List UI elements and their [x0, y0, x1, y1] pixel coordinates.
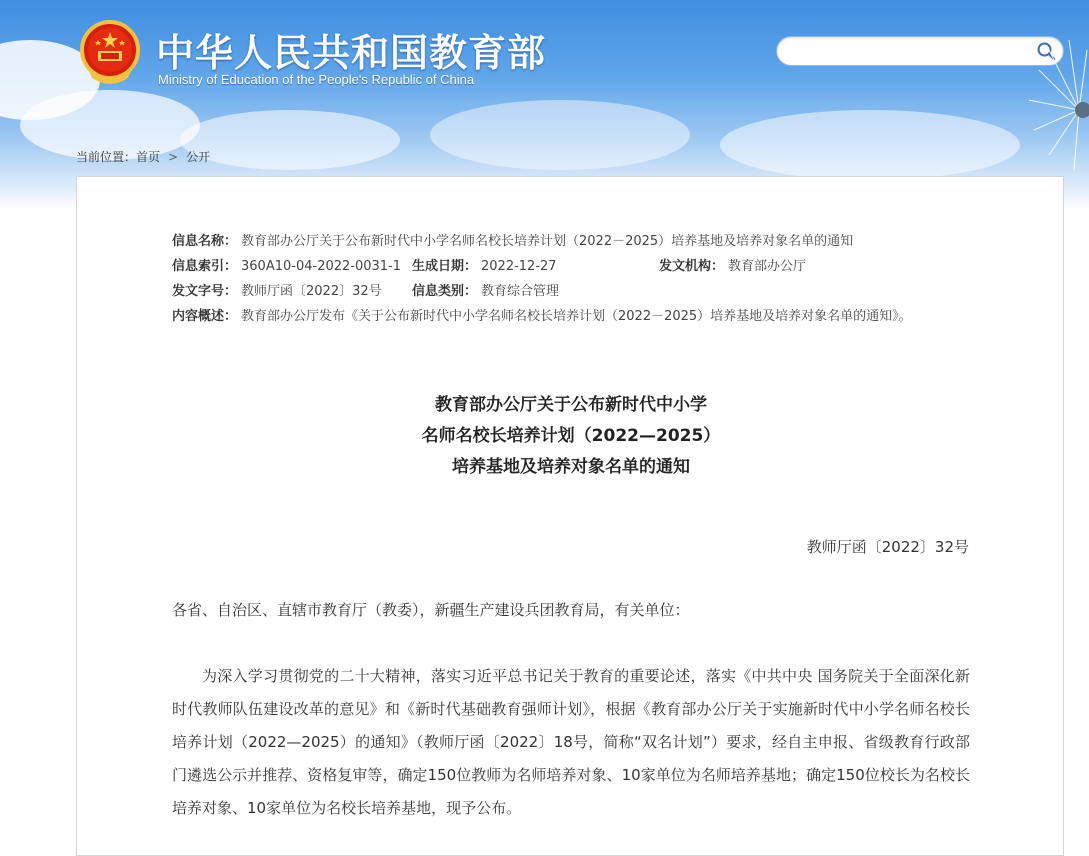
meta-label: 生成日期：: [412, 259, 478, 274]
meta-value: 教育综合管理: [481, 284, 560, 299]
breadcrumb-prefix: 当前位置：: [76, 150, 137, 164]
meta-issuer: [659, 254, 806, 279]
site-title[interactable]: 中华人民共和国教育部: [156, 31, 547, 75]
meta-label: 信息索引：: [172, 259, 238, 274]
meta-label: 内容概述：: [172, 309, 238, 324]
meta-label: 信息名称：: [172, 234, 238, 249]
meta-label: 信息类别：: [412, 284, 478, 299]
document-number: 教师厅函〔2022〕32号: [806, 538, 969, 556]
info-metadata: [172, 229, 912, 329]
meta-date: [412, 254, 557, 279]
meta-value: 2022-12-27: [481, 259, 557, 274]
meta-row-name: [172, 229, 912, 254]
meta-value: 360A10-04-2022-0031-1: [241, 259, 402, 274]
meta-value: 教育部办公厅: [728, 259, 807, 274]
cloud-decoration: [720, 110, 1020, 180]
document-title-line: 培养基地及培养对象名单的通知: [452, 457, 690, 477]
document-title: [77, 390, 1065, 483]
meta-label: 发文机构：: [659, 259, 725, 274]
document-paragraph: 为深入学习贯彻党的二十大精神，落实习近平总书记关于教育的重要论述，落实《中共中央 国务院关于全面深化新时代教师队伍建设改革的意见》和《新时代基础教育强师计划》，根据《教育部办公厅关于实施新时代中小学名师名校长培养计划（2022—2025）的通知》（教师厅函〔2022〕18号，简称“双名计划”）要求，经自主申报、省级教育行政部门遴选公示并推荐、资格复审等，确定150位教师为名师培养对象、10家单位为名师培养基地；确定150位校长为名校长培养对象、10家单位为名校长培养基地，现予公布。: [172, 667, 970, 817]
cloud-decoration: [430, 100, 690, 170]
document-title-line: 教育部办公厅关于公布新时代中小学: [435, 395, 707, 415]
meta-value: 教育部办公厅关于公布新时代中小学名师名校长培养计划（2022－2025）培养基地及培养对象名单的通知: [241, 234, 854, 249]
meta-row-docno: [172, 279, 912, 304]
dandelion-decoration: [999, 30, 1089, 180]
site-subtitle: Ministry of Education of the People's Republic of China: [158, 72, 475, 87]
breadcrumb-separator: >: [168, 150, 179, 164]
meta-value: 教师厅函〔2022〕32号: [241, 284, 382, 299]
meta-value: 教育部办公厅发布《关于公布新时代中小学名师名校长培养计划（2022－2025）培养基地及培养对象名单的通知》。: [241, 309, 912, 324]
meta-label: 发文字号：: [172, 284, 238, 299]
breadcrumb-public-link[interactable]: 公开: [186, 150, 211, 164]
breadcrumb: [76, 148, 210, 165]
document-title-line: 名师名校长培养计划（2022—2025）: [421, 426, 721, 446]
content-panel: [76, 176, 1064, 856]
national-emblem-icon: [78, 20, 142, 86]
search-input[interactable]: [789, 41, 1033, 63]
cloud-decoration: [180, 110, 400, 170]
meta-row-index: [172, 254, 912, 279]
meta-row-summary: [172, 304, 912, 329]
document-addressee: 各省、自治区、直辖市教育厅（教委），新疆生产建设兵团教育局，有关单位：: [172, 601, 690, 619]
meta-category: [412, 279, 559, 304]
breadcrumb-home-link[interactable]: 首页: [136, 150, 161, 164]
